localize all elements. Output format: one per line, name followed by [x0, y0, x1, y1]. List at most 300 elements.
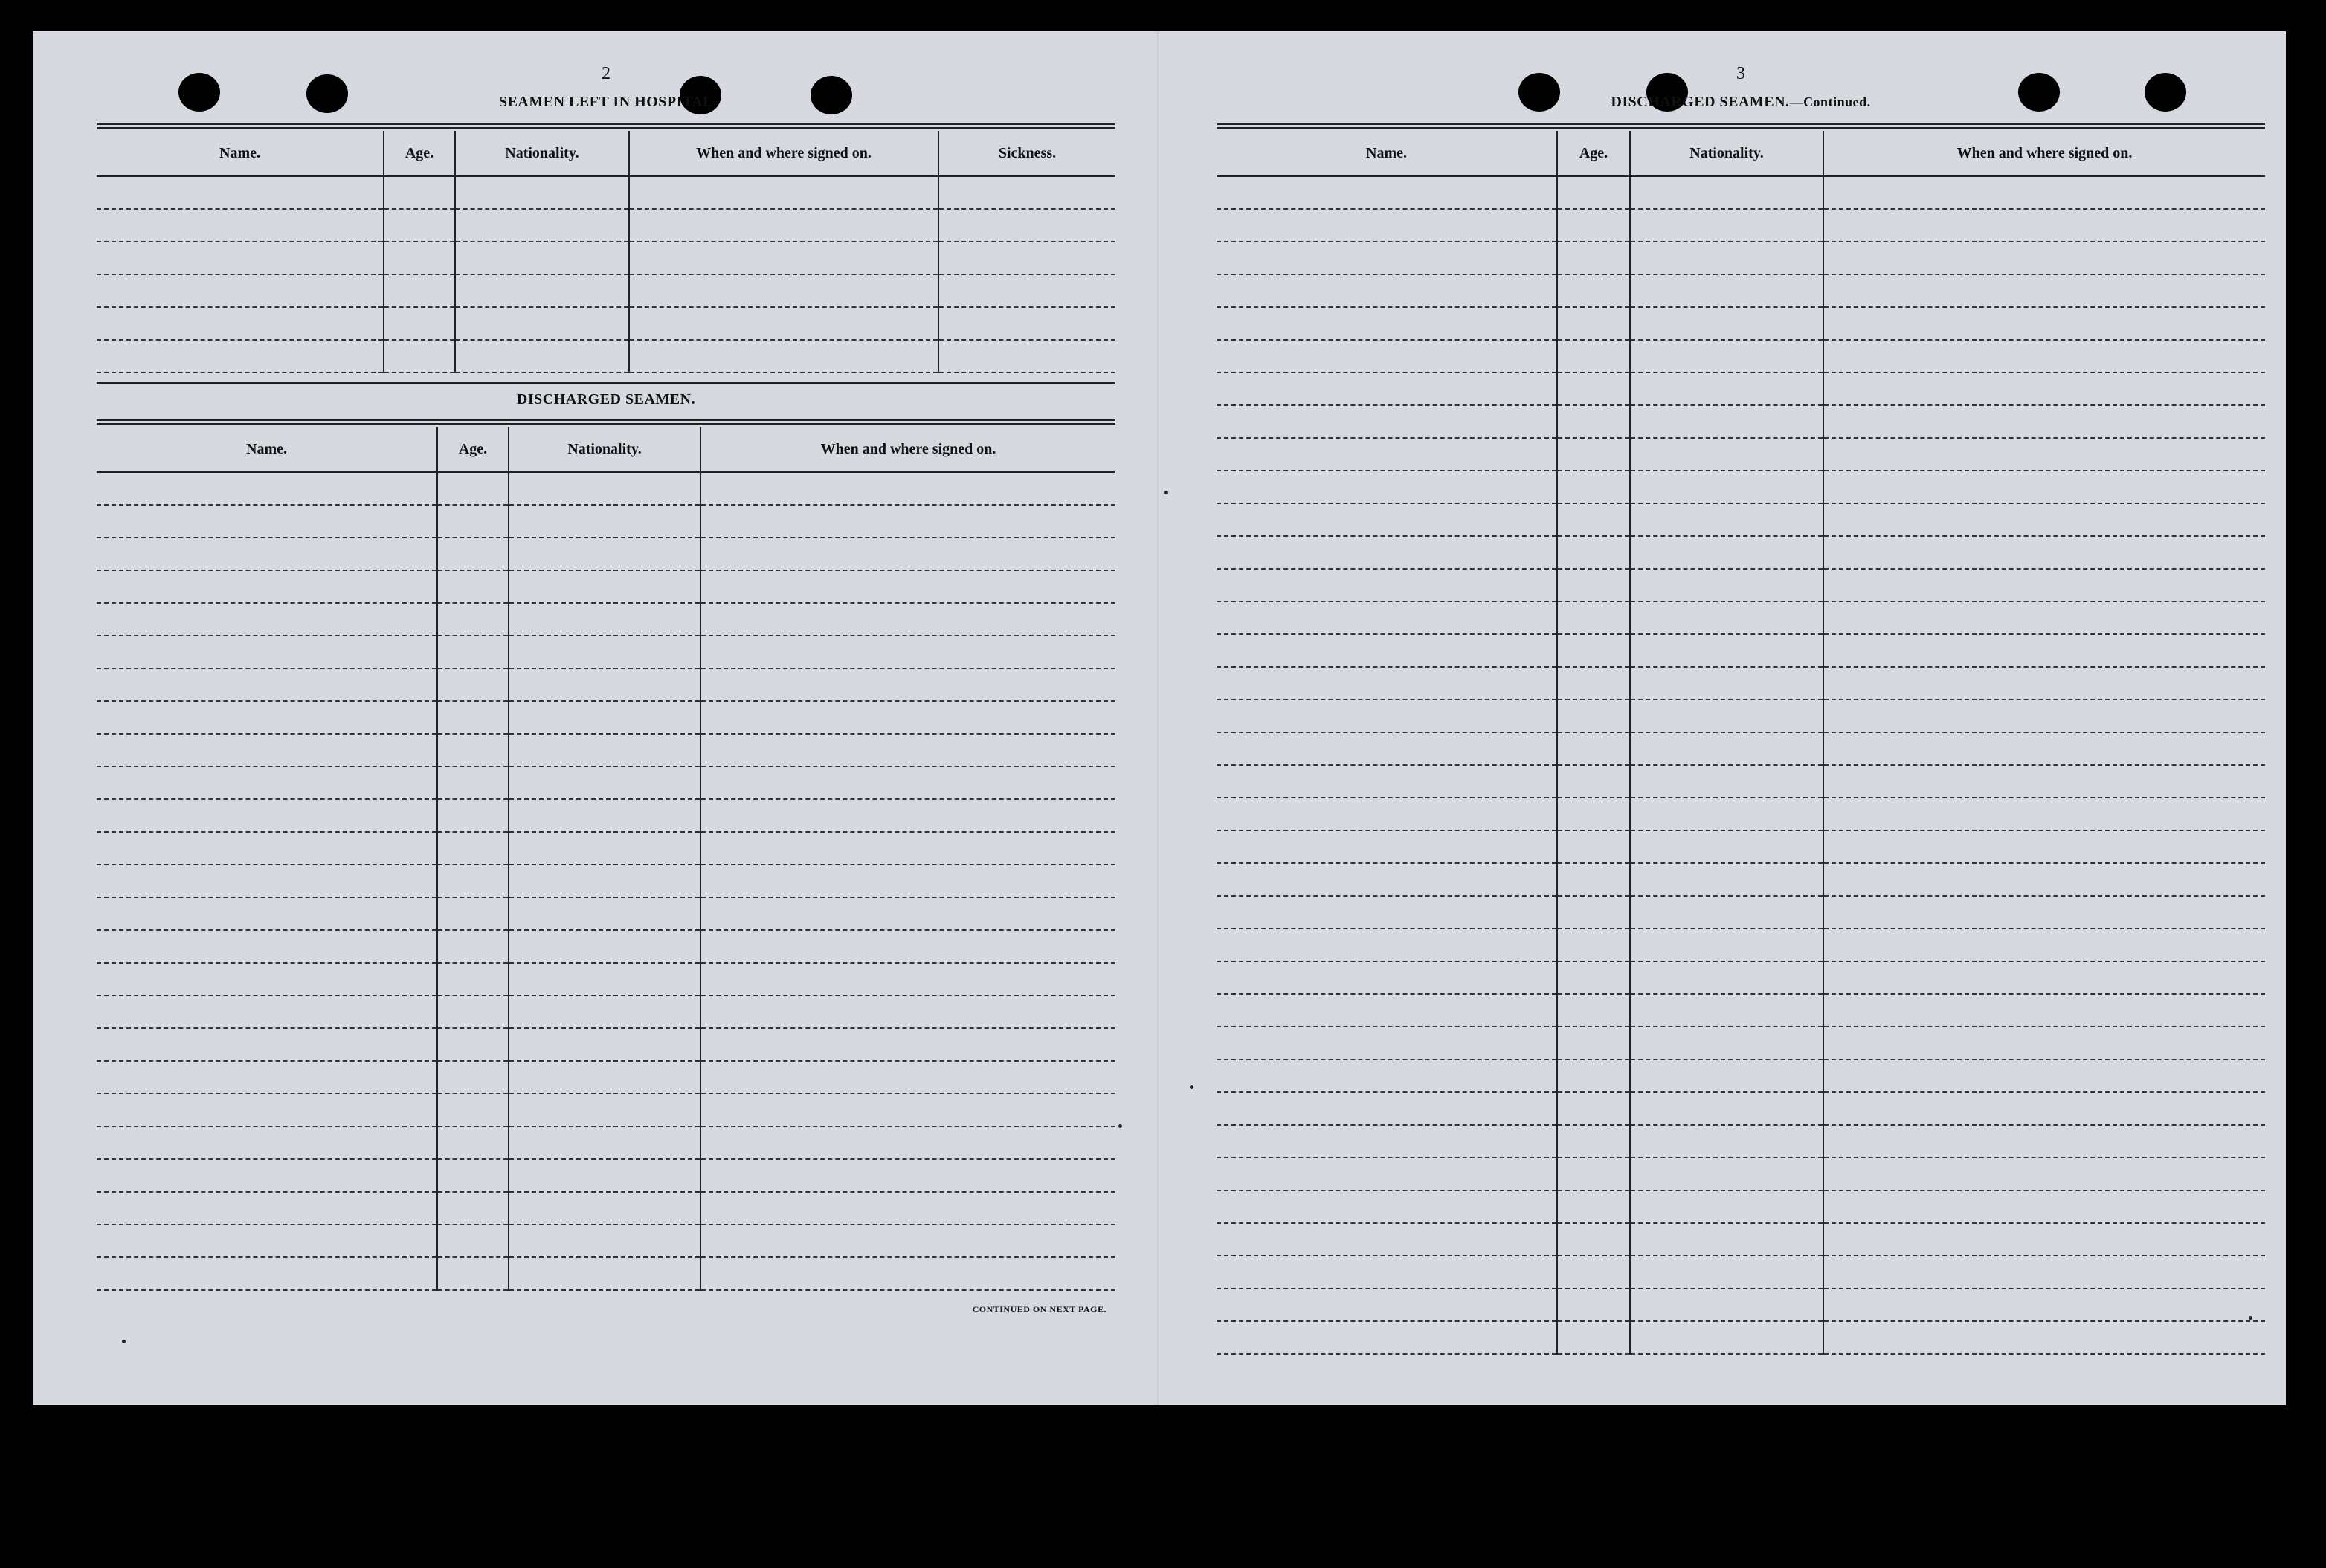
- blank-cell[interactable]: [1630, 372, 1823, 405]
- blank-cell[interactable]: [1823, 634, 2265, 667]
- blank-cell[interactable]: [97, 1192, 437, 1225]
- blank-cell[interactable]: [1557, 372, 1630, 405]
- blank-cell[interactable]: [1630, 569, 1823, 601]
- blank-cell[interactable]: [1630, 1125, 1823, 1158]
- blank-cell[interactable]: [1630, 438, 1823, 471]
- blank-cell[interactable]: [1630, 732, 1823, 765]
- blank-cell[interactable]: [509, 1061, 700, 1094]
- blank-cell[interactable]: [1823, 994, 2265, 1027]
- blank-cell[interactable]: [1557, 340, 1630, 372]
- blank-cell[interactable]: [509, 570, 700, 603]
- blank-cell[interactable]: [97, 1126, 437, 1159]
- blank-cell[interactable]: [384, 274, 455, 307]
- table-row: [1217, 242, 2265, 274]
- page-fold: [1157, 31, 1159, 1405]
- blank-cell[interactable]: [1630, 471, 1823, 503]
- blank-cell[interactable]: [509, 1028, 700, 1061]
- column-header: Age.: [1557, 131, 1630, 176]
- blank-cell[interactable]: [437, 734, 509, 767]
- blank-cell[interactable]: [1630, 307, 1823, 340]
- blank-cell[interactable]: [509, 832, 700, 865]
- blank-cell[interactable]: [700, 930, 1115, 963]
- blank-cell[interactable]: [97, 274, 384, 307]
- blank-cell[interactable]: [938, 242, 1115, 274]
- blank-cell[interactable]: [97, 767, 437, 799]
- blank-cell[interactable]: [1823, 307, 2265, 340]
- blank-cell[interactable]: [1557, 700, 1630, 732]
- blank-cell[interactable]: [1217, 405, 1557, 438]
- blank-cell[interactable]: [1823, 765, 2265, 798]
- blank-cell[interactable]: [1630, 961, 1823, 994]
- blank-cell[interactable]: [509, 799, 700, 832]
- blank-cell[interactable]: [1823, 1158, 2265, 1190]
- blank-cell[interactable]: [700, 1192, 1115, 1225]
- blank-cell[interactable]: [509, 636, 700, 668]
- blank-cell[interactable]: [97, 668, 437, 701]
- blank-cell[interactable]: [1217, 994, 1557, 1027]
- blank-cell[interactable]: [1217, 1288, 1557, 1321]
- blank-cell[interactable]: [1630, 1190, 1823, 1223]
- blank-cell[interactable]: [700, 701, 1115, 734]
- blank-cell[interactable]: [1217, 929, 1557, 961]
- double-rule: [97, 419, 1115, 425]
- blank-cell[interactable]: [1217, 732, 1557, 765]
- blank-cell[interactable]: [455, 242, 629, 274]
- blank-cell[interactable]: [455, 176, 629, 209]
- blank-cell[interactable]: [509, 472, 700, 505]
- blank-cell[interactable]: [97, 963, 437, 996]
- blank-cell[interactable]: [1557, 961, 1630, 994]
- blank-cell[interactable]: [509, 1257, 700, 1290]
- blank-cell[interactable]: [509, 603, 700, 636]
- blank-cell[interactable]: [1557, 830, 1630, 863]
- blank-cell[interactable]: [509, 1094, 700, 1126]
- blank-cell[interactable]: [1557, 929, 1630, 961]
- left-page: [97, 31, 1115, 1405]
- blank-cell[interactable]: [1630, 798, 1823, 830]
- blank-cell[interactable]: [1823, 667, 2265, 700]
- blank-cell[interactable]: [97, 1028, 437, 1061]
- blank-cell[interactable]: [1217, 1158, 1557, 1190]
- blank-cell[interactable]: [455, 274, 629, 307]
- blank-cell[interactable]: [1217, 438, 1557, 471]
- blank-cell[interactable]: [700, 832, 1115, 865]
- blank-cell[interactable]: [97, 570, 437, 603]
- blank-cell[interactable]: [97, 472, 437, 505]
- blank-cell[interactable]: [1217, 1125, 1557, 1158]
- blank-cell[interactable]: [1630, 634, 1823, 667]
- blank-cell[interactable]: [1557, 1321, 1630, 1354]
- blank-cell[interactable]: [437, 996, 509, 1028]
- blank-cell[interactable]: [1217, 569, 1557, 601]
- blank-cell[interactable]: [1823, 471, 2265, 503]
- table-row: [1217, 700, 2265, 732]
- blank-cell[interactable]: [938, 274, 1115, 307]
- blank-cell[interactable]: [1630, 1092, 1823, 1125]
- blank-cell[interactable]: [97, 603, 437, 636]
- blank-cell[interactable]: [509, 767, 700, 799]
- blank-cell[interactable]: [97, 734, 437, 767]
- blank-cell[interactable]: [700, 767, 1115, 799]
- table-row: [97, 1225, 1115, 1257]
- blank-cell[interactable]: [1823, 1059, 2265, 1092]
- blank-cell[interactable]: [509, 734, 700, 767]
- blank-cell[interactable]: [437, 930, 509, 963]
- blank-cell[interactable]: [1217, 372, 1557, 405]
- blank-cell[interactable]: [1823, 372, 2265, 405]
- blank-cell[interactable]: [437, 505, 509, 538]
- blank-cell[interactable]: [1630, 1027, 1823, 1059]
- blank-cell[interactable]: [509, 505, 700, 538]
- blank-cell[interactable]: [97, 1225, 437, 1257]
- column-header: Nationality.: [509, 427, 700, 472]
- blank-cell[interactable]: [1630, 340, 1823, 372]
- blank-cell[interactable]: [97, 1094, 437, 1126]
- title-main: DISCHARGED SEAMEN.: [1611, 94, 1790, 110]
- blank-cell[interactable]: [1630, 176, 1823, 209]
- blank-cell[interactable]: [700, 1028, 1115, 1061]
- blank-cell[interactable]: [97, 1257, 437, 1290]
- blank-cell[interactable]: [1823, 1288, 2265, 1321]
- blank-cell[interactable]: [1630, 994, 1823, 1027]
- blank-cell[interactable]: [1557, 307, 1630, 340]
- blank-cell[interactable]: [97, 897, 437, 930]
- blank-cell[interactable]: [1630, 1321, 1823, 1354]
- blank-cell[interactable]: [1217, 536, 1557, 569]
- blank-cell[interactable]: [1823, 732, 2265, 765]
- blank-cell[interactable]: [1823, 1256, 2265, 1288]
- blank-cell[interactable]: [1823, 176, 2265, 209]
- blank-cell[interactable]: [1557, 1027, 1630, 1059]
- blank-cell[interactable]: [437, 668, 509, 701]
- blank-cell[interactable]: [1557, 667, 1630, 700]
- blank-cell[interactable]: [1630, 1059, 1823, 1092]
- blank-cell[interactable]: [1217, 700, 1557, 732]
- blank-cell[interactable]: [1557, 176, 1630, 209]
- blank-cell[interactable]: [1630, 667, 1823, 700]
- blank-cell[interactable]: [1630, 1158, 1823, 1190]
- blank-cell[interactable]: [1557, 1158, 1630, 1190]
- blank-cell[interactable]: [97, 865, 437, 897]
- blank-cell[interactable]: [1217, 1092, 1557, 1125]
- blank-cell[interactable]: [1557, 471, 1630, 503]
- blank-cell[interactable]: [700, 1257, 1115, 1290]
- blank-cell[interactable]: [437, 1159, 509, 1192]
- blank-cell[interactable]: [1217, 1256, 1557, 1288]
- blank-cell[interactable]: [97, 636, 437, 668]
- blank-cell[interactable]: [629, 242, 938, 274]
- blank-cell[interactable]: [1823, 503, 2265, 536]
- blank-cell[interactable]: [1630, 1256, 1823, 1288]
- column-header: Sickness.: [938, 131, 1115, 176]
- table-row: [1217, 929, 2265, 961]
- table-row: [1217, 274, 2265, 307]
- right-page: [1217, 31, 2265, 1405]
- blank-cell[interactable]: [1823, 798, 2265, 830]
- blank-cell[interactable]: [97, 996, 437, 1028]
- blank-cell[interactable]: [700, 1159, 1115, 1192]
- blank-cell[interactable]: [1557, 242, 1630, 274]
- blank-cell[interactable]: [1823, 274, 2265, 307]
- blank-cell[interactable]: [629, 307, 938, 340]
- blank-cell[interactable]: [700, 897, 1115, 930]
- blank-cell[interactable]: [1630, 929, 1823, 961]
- blank-cell[interactable]: [1217, 863, 1557, 896]
- blank-cell[interactable]: [1217, 961, 1557, 994]
- blank-cell[interactable]: [455, 209, 629, 242]
- blank-cell[interactable]: [1557, 1190, 1630, 1223]
- blank-cell[interactable]: [1823, 601, 2265, 634]
- blank-cell[interactable]: [1217, 896, 1557, 929]
- blank-cell[interactable]: [97, 340, 384, 372]
- table-row: [1217, 896, 2265, 929]
- blank-cell[interactable]: [700, 996, 1115, 1028]
- blank-cell[interactable]: [938, 340, 1115, 372]
- blank-cell[interactable]: [1557, 798, 1630, 830]
- page-number: 2: [602, 64, 611, 83]
- table-row: [1217, 372, 2265, 405]
- blank-cell[interactable]: [509, 1192, 700, 1225]
- blank-cell[interactable]: [700, 538, 1115, 570]
- table-row: [97, 505, 1115, 538]
- blank-cell[interactable]: [629, 274, 938, 307]
- blank-cell[interactable]: [437, 1028, 509, 1061]
- blank-cell[interactable]: [1557, 601, 1630, 634]
- blank-cell[interactable]: [1217, 503, 1557, 536]
- blank-cell[interactable]: [700, 636, 1115, 668]
- blank-cell[interactable]: [437, 1192, 509, 1225]
- blank-cell[interactable]: [1557, 405, 1630, 438]
- blank-cell[interactable]: [437, 767, 509, 799]
- blank-cell[interactable]: [700, 865, 1115, 897]
- blank-cell[interactable]: [1630, 1288, 1823, 1321]
- blank-cell[interactable]: [1630, 274, 1823, 307]
- blank-cell[interactable]: [1823, 536, 2265, 569]
- blank-cell[interactable]: [700, 1061, 1115, 1094]
- blank-cell[interactable]: [509, 538, 700, 570]
- continued-table: [1217, 131, 2265, 1355]
- blank-cell[interactable]: [629, 340, 938, 372]
- blank-cell[interactable]: [1557, 209, 1630, 242]
- blank-cell[interactable]: [384, 209, 455, 242]
- blank-cell[interactable]: [384, 242, 455, 274]
- blank-cell[interactable]: [437, 472, 509, 505]
- table-row: [97, 636, 1115, 668]
- blank-cell[interactable]: [700, 603, 1115, 636]
- blank-cell[interactable]: [1630, 405, 1823, 438]
- blank-cell[interactable]: [700, 472, 1115, 505]
- blank-cell[interactable]: [1823, 929, 2265, 961]
- blank-cell[interactable]: [455, 340, 629, 372]
- blank-cell[interactable]: [1217, 1190, 1557, 1223]
- blank-cell[interactable]: [384, 340, 455, 372]
- blank-cell[interactable]: [1217, 274, 1557, 307]
- blank-cell[interactable]: [1630, 601, 1823, 634]
- blank-cell[interactable]: [509, 701, 700, 734]
- blank-cell[interactable]: [97, 701, 437, 734]
- blank-cell[interactable]: [509, 930, 700, 963]
- blank-cell[interactable]: [1217, 307, 1557, 340]
- blank-cell[interactable]: [700, 1126, 1115, 1159]
- blank-cell[interactable]: [437, 1094, 509, 1126]
- blank-cell[interactable]: [1557, 765, 1630, 798]
- table-row: [97, 865, 1115, 897]
- blank-cell[interactable]: [437, 799, 509, 832]
- blank-cell[interactable]: [629, 209, 938, 242]
- blank-cell[interactable]: [437, 1126, 509, 1159]
- blank-cell[interactable]: [1557, 1223, 1630, 1256]
- blank-cell[interactable]: [1630, 1223, 1823, 1256]
- blank-cell[interactable]: [1630, 503, 1823, 536]
- blank-cell[interactable]: [437, 897, 509, 930]
- blank-cell[interactable]: [1823, 961, 2265, 994]
- blank-cell[interactable]: [1217, 209, 1557, 242]
- blank-cell[interactable]: [437, 865, 509, 897]
- blank-cell[interactable]: [1823, 1027, 2265, 1059]
- blank-cell[interactable]: [1557, 1256, 1630, 1288]
- blank-cell[interactable]: [700, 963, 1115, 996]
- blank-cell[interactable]: [437, 636, 509, 668]
- blank-cell[interactable]: [437, 570, 509, 603]
- blank-cell[interactable]: [1217, 471, 1557, 503]
- blank-cell[interactable]: [1217, 601, 1557, 634]
- blank-cell[interactable]: [1557, 1288, 1630, 1321]
- blank-cell[interactable]: [1823, 1190, 2265, 1223]
- blank-cell[interactable]: [1630, 536, 1823, 569]
- column-header: Nationality.: [455, 131, 629, 176]
- blank-cell[interactable]: [1630, 242, 1823, 274]
- blank-cell[interactable]: [97, 538, 437, 570]
- blank-cell[interactable]: [509, 1126, 700, 1159]
- blank-cell[interactable]: [1557, 536, 1630, 569]
- blank-cell[interactable]: [700, 505, 1115, 538]
- blank-cell[interactable]: [509, 865, 700, 897]
- blank-cell[interactable]: [1557, 569, 1630, 601]
- table-row: [1217, 1059, 2265, 1092]
- blank-cell[interactable]: [1557, 503, 1630, 536]
- blank-cell[interactable]: [938, 209, 1115, 242]
- blank-cell[interactable]: [97, 505, 437, 538]
- blank-cell[interactable]: [509, 1159, 700, 1192]
- blank-cell[interactable]: [1557, 1092, 1630, 1125]
- blank-cell[interactable]: [437, 1257, 509, 1290]
- blank-cell[interactable]: [97, 799, 437, 832]
- blank-cell[interactable]: [1630, 700, 1823, 732]
- blank-cell[interactable]: [1557, 1059, 1630, 1092]
- blank-cell[interactable]: [437, 963, 509, 996]
- blank-cell[interactable]: [1823, 340, 2265, 372]
- blank-cell[interactable]: [97, 176, 384, 209]
- blank-cell[interactable]: [1630, 863, 1823, 896]
- blank-cell[interactable]: [1630, 830, 1823, 863]
- blank-cell[interactable]: [97, 209, 384, 242]
- blank-cell[interactable]: [1217, 340, 1557, 372]
- blank-cell[interactable]: [384, 307, 455, 340]
- blank-cell[interactable]: [700, 799, 1115, 832]
- blank-cell[interactable]: [384, 176, 455, 209]
- blank-cell[interactable]: [437, 603, 509, 636]
- table-row: [97, 930, 1115, 963]
- blank-cell[interactable]: [700, 1094, 1115, 1126]
- blank-cell[interactable]: [1823, 242, 2265, 274]
- blank-cell[interactable]: [700, 734, 1115, 767]
- blank-cell[interactable]: [97, 832, 437, 865]
- blank-cell[interactable]: [1557, 274, 1630, 307]
- speck: [1190, 1085, 1193, 1089]
- blank-cell[interactable]: [1217, 176, 1557, 209]
- blank-cell[interactable]: [1823, 438, 2265, 471]
- blank-cell[interactable]: [97, 1159, 437, 1192]
- blank-cell[interactable]: [437, 701, 509, 734]
- blank-cell[interactable]: [1823, 569, 2265, 601]
- blank-cell[interactable]: [1557, 1125, 1630, 1158]
- blank-cell[interactable]: [1823, 1223, 2265, 1256]
- blank-cell[interactable]: [1557, 994, 1630, 1027]
- blank-cell[interactable]: [938, 307, 1115, 340]
- blank-cell[interactable]: [1630, 896, 1823, 929]
- blank-cell[interactable]: [509, 963, 700, 996]
- blank-cell[interactable]: [437, 1225, 509, 1257]
- blank-cell[interactable]: [1557, 896, 1630, 929]
- blank-cell[interactable]: [1823, 896, 2265, 929]
- blank-cell[interactable]: [629, 176, 938, 209]
- table-row: [97, 1257, 1115, 1290]
- blank-cell[interactable]: [1217, 798, 1557, 830]
- blank-cell[interactable]: [1557, 438, 1630, 471]
- blank-cell[interactable]: [1217, 1059, 1557, 1092]
- blank-cell[interactable]: [1823, 1321, 2265, 1354]
- blank-cell[interactable]: [1823, 863, 2265, 896]
- blank-cell[interactable]: [1823, 1092, 2265, 1125]
- blank-cell[interactable]: [455, 307, 629, 340]
- blank-cell[interactable]: [1217, 1321, 1557, 1354]
- blank-cell[interactable]: [1557, 732, 1630, 765]
- blank-cell[interactable]: [1217, 634, 1557, 667]
- blank-cell[interactable]: [1217, 667, 1557, 700]
- blank-cell[interactable]: [1217, 830, 1557, 863]
- blank-cell[interactable]: [700, 1225, 1115, 1257]
- blank-cell[interactable]: [437, 832, 509, 865]
- blank-cell[interactable]: [97, 242, 384, 274]
- blank-cell[interactable]: [700, 668, 1115, 701]
- blank-cell[interactable]: [509, 897, 700, 930]
- blank-cell[interactable]: [700, 570, 1115, 603]
- blank-cell[interactable]: [1823, 700, 2265, 732]
- blank-cell[interactable]: [509, 1225, 700, 1257]
- blank-cell[interactable]: [1217, 1027, 1557, 1059]
- discharged-section-title: DISCHARGED SEAMEN.: [516, 391, 696, 407]
- blank-cell[interactable]: [1630, 765, 1823, 798]
- blank-cell[interactable]: [509, 996, 700, 1028]
- blank-cell[interactable]: [97, 307, 384, 340]
- blank-cell[interactable]: [1823, 209, 2265, 242]
- blank-cell[interactable]: [1217, 1223, 1557, 1256]
- blank-cell[interactable]: [437, 1061, 509, 1094]
- blank-cell[interactable]: [509, 668, 700, 701]
- blank-cell[interactable]: [1823, 830, 2265, 863]
- blank-cell[interactable]: [1217, 765, 1557, 798]
- blank-cell[interactable]: [1557, 634, 1630, 667]
- blank-cell[interactable]: [1823, 405, 2265, 438]
- blank-cell[interactable]: [97, 1061, 437, 1094]
- blank-cell[interactable]: [1823, 1125, 2265, 1158]
- blank-cell[interactable]: [437, 538, 509, 570]
- blank-cell[interactable]: [938, 176, 1115, 209]
- blank-cell[interactable]: [97, 930, 437, 963]
- blank-cell[interactable]: [1630, 209, 1823, 242]
- blank-cell[interactable]: [1557, 863, 1630, 896]
- blank-cell[interactable]: [1217, 242, 1557, 274]
